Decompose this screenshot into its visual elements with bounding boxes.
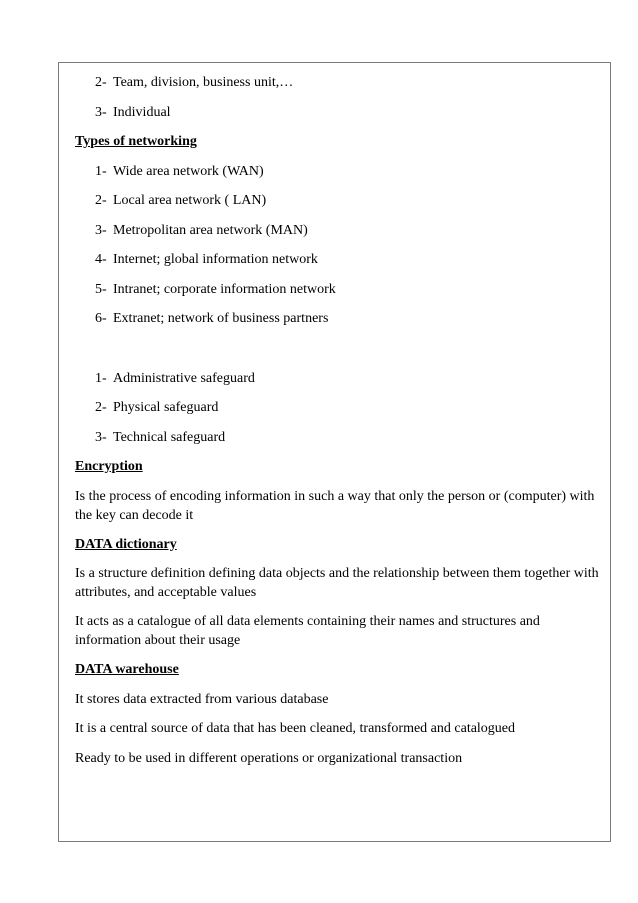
list-text: Intranet; corporate information network [113, 281, 336, 297]
list-item [95, 73, 600, 92]
list-number: 1- [95, 370, 107, 386]
list-text: Individual [113, 104, 171, 120]
encryption-paragraph: Is the process of encoding information in such a way that only the person or (computer) with the key can decode it [75, 488, 595, 523]
data-warehouse-line-1: It stores data extracted from various database [75, 691, 329, 707]
heading-types-of-networking: Types of networking [75, 134, 197, 149]
list-text: Wide area network (WAN) [113, 163, 264, 179]
list-number: 4- [95, 252, 107, 267]
list-number: 6- [95, 311, 107, 326]
data-dictionary-paragraph-2: It acts as a catalogue of all data elements containing their names and structures and information about their usage [75, 614, 540, 648]
heading-encryption: Encryption [75, 459, 143, 474]
list-text: Extranet; network of business partners [113, 311, 329, 326]
list-text: Administrative safeguard [113, 370, 255, 386]
list-number: 2- [95, 75, 107, 90]
list-item [95, 369, 600, 388]
list-text: Team, division, business unit,… [113, 75, 294, 90]
list-text: Metropolitan area network (MAN) [113, 222, 308, 238]
list-item [95, 191, 600, 210]
data-warehouse-line-2: It is a central source of data that has been cleaned, transformed and catalogued [75, 721, 516, 736]
list-number: 5- [95, 281, 107, 297]
blank-line [75, 339, 600, 369]
list-number: 3- [95, 429, 107, 445]
list-number: 2- [95, 400, 107, 415]
list-item [95, 221, 600, 240]
list-item [95, 398, 600, 417]
list-item [95, 280, 600, 299]
data-dictionary-paragraph-1: Is a structure definition defining data objects and the relationship between them together with attributes, and acceptable values [75, 566, 599, 600]
list-text: Local area network ( LAN) [113, 193, 267, 208]
list-item [95, 428, 600, 447]
list-text: Physical safeguard [113, 400, 219, 415]
heading-data-warehouse: DATA warehouse [75, 662, 179, 677]
data-warehouse-line-3: Ready to be used in different operations or organizational transaction [75, 750, 463, 766]
heading-data-dictionary: DATA dictionary [75, 536, 177, 552]
list-item [95, 250, 600, 269]
document-body [75, 73, 600, 778]
list-number: 2- [95, 193, 107, 208]
list-number: 3- [95, 104, 107, 120]
list-item [95, 309, 600, 328]
list-item [95, 103, 600, 122]
list-item [95, 162, 600, 181]
list-text: Internet; global information network [113, 252, 318, 267]
list-number: 1- [95, 163, 107, 179]
list-text: Technical safeguard [113, 429, 226, 445]
list-number: 3- [95, 222, 107, 238]
